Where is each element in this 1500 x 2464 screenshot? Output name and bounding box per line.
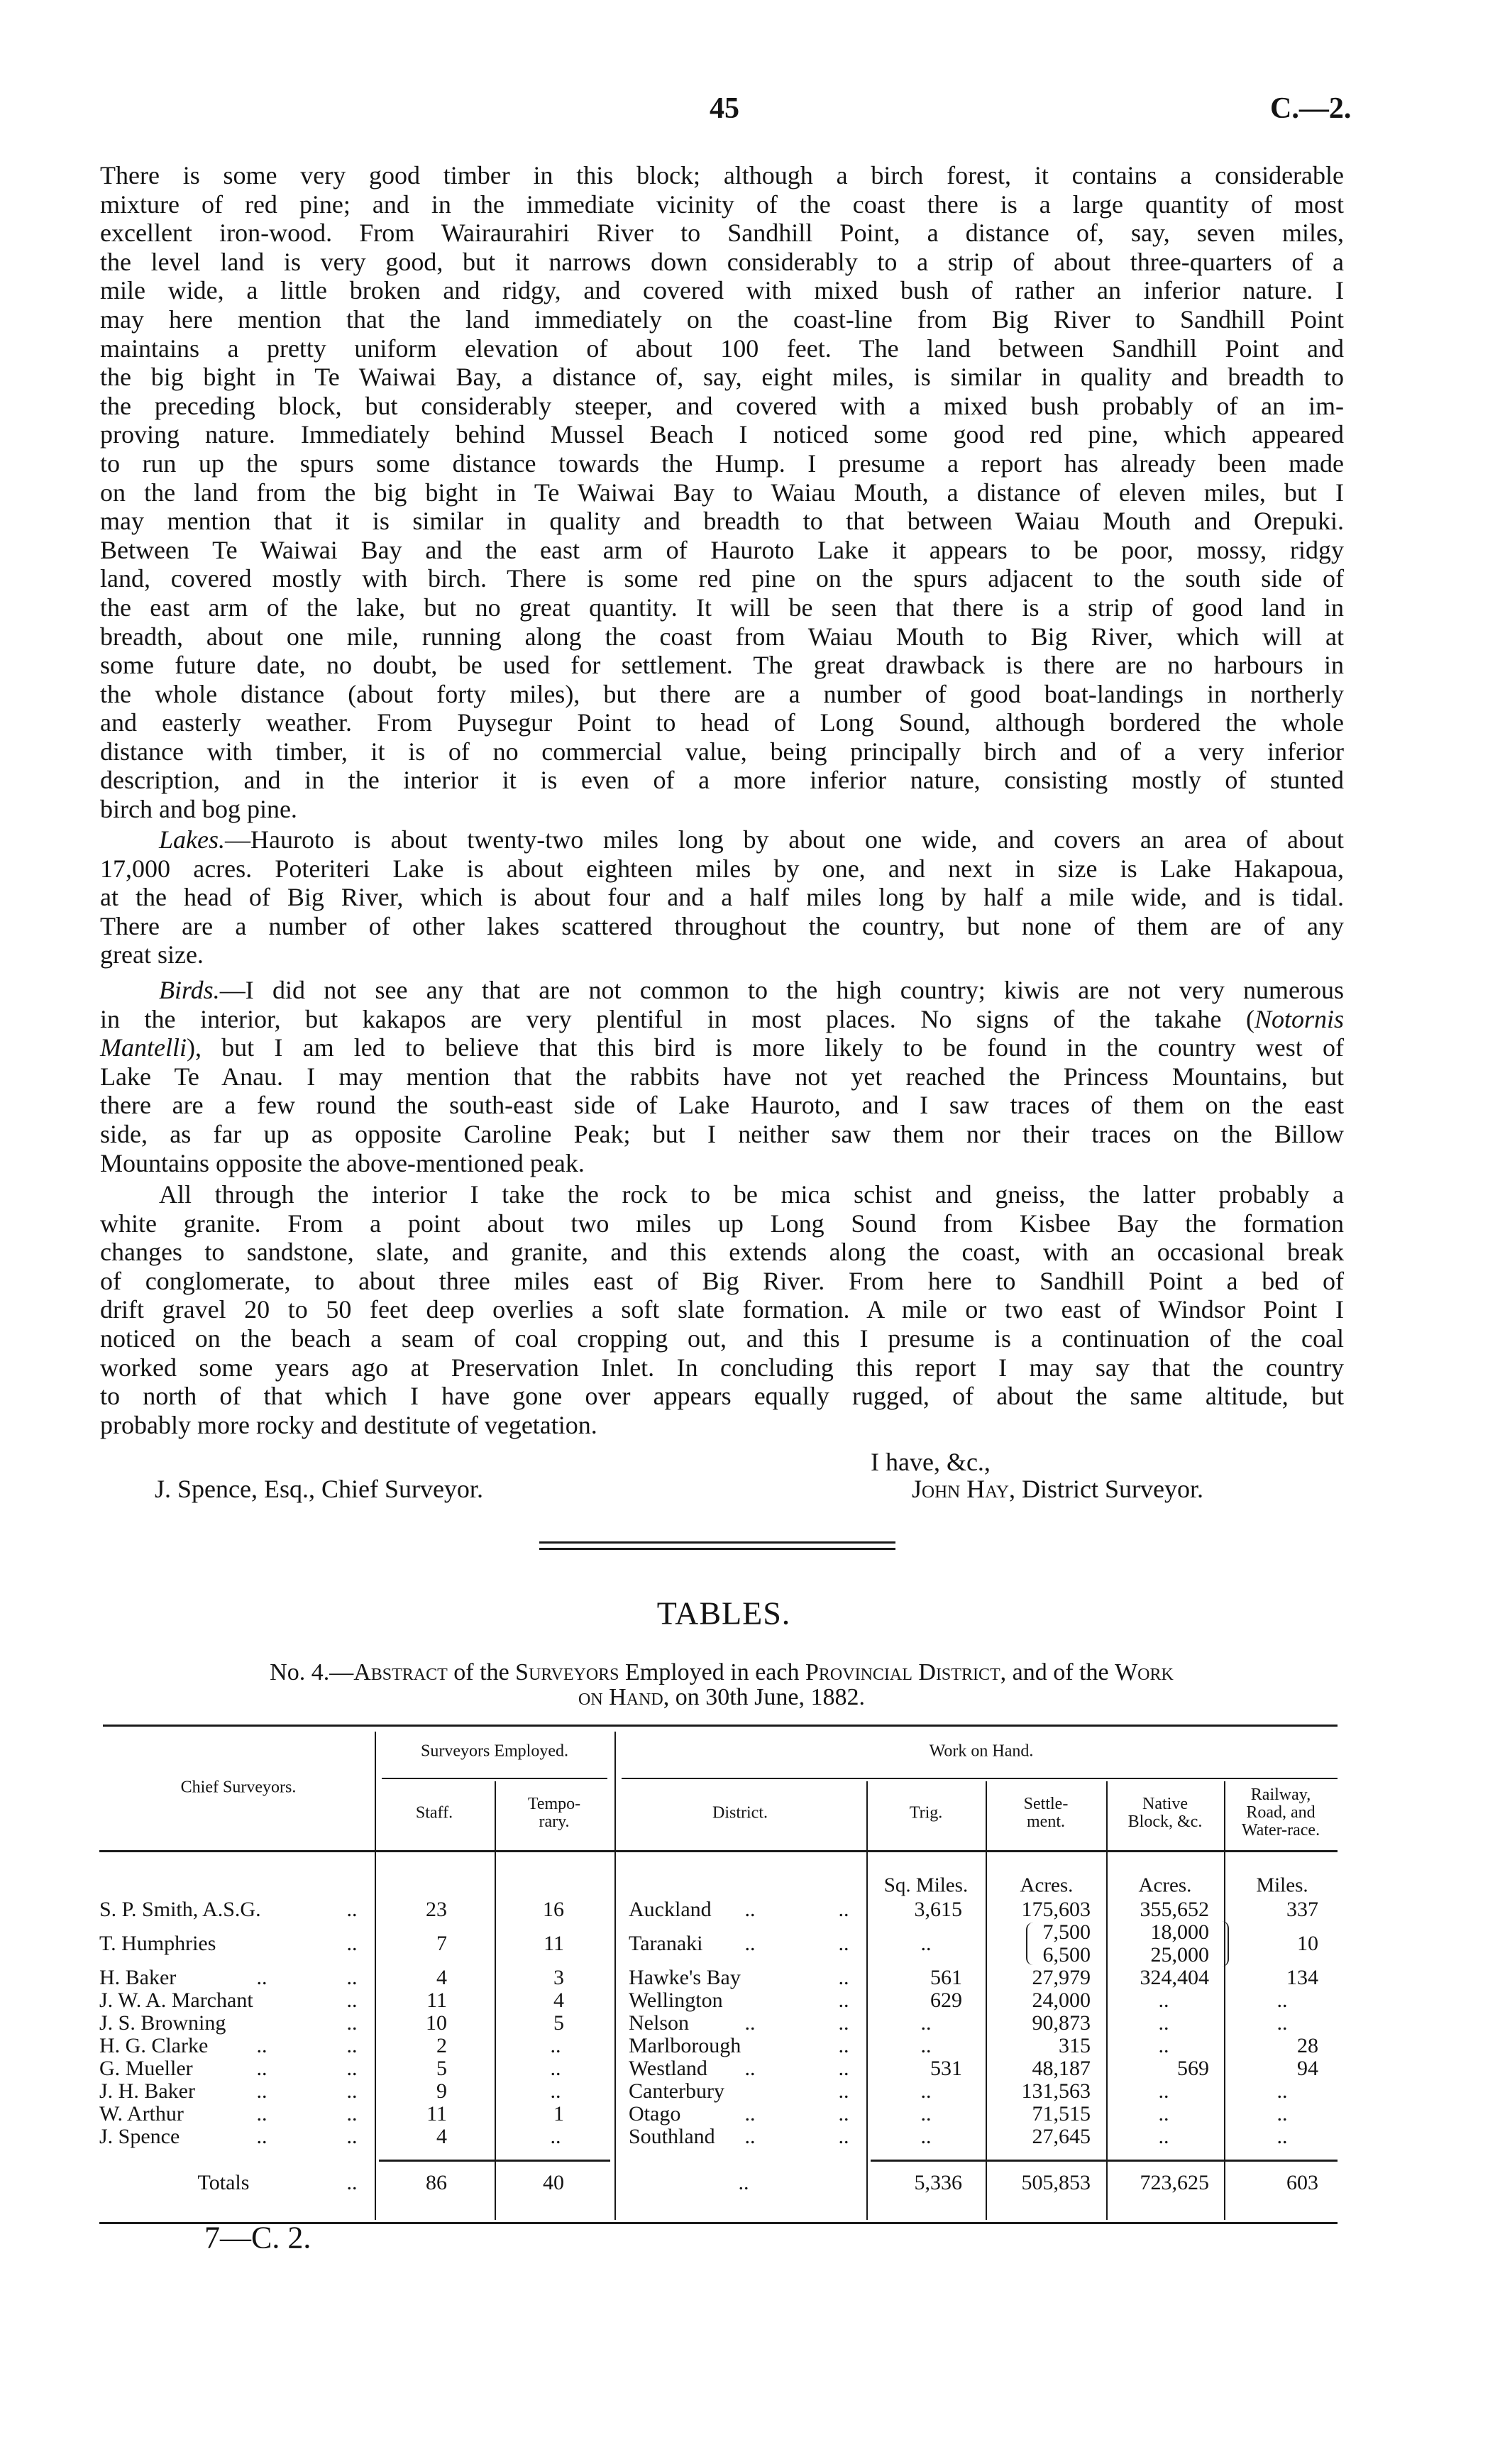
leader-dots: ..	[838, 2034, 849, 2057]
settlement-cell: 48,187	[1032, 2057, 1091, 2080]
trig-cell: ..	[920, 1932, 932, 1955]
document-reference: C.—2.	[1270, 92, 1352, 125]
leader-dots: ..	[346, 2011, 358, 2035]
leader-dots: ..	[256, 2079, 268, 2103]
trig-cell: ..	[920, 2079, 932, 2103]
text-line: changes to sandstone, slate, and granite, and this extends along the coast, with an occasional break	[100, 1238, 1344, 1267]
text-line: land, covered mostly with birch. There is some red pine on the spurs adjacent to the south side of	[100, 564, 1344, 593]
addressee: J. Spence, Esq., Chief Surveyor.	[155, 1475, 483, 1503]
native-cell: 355,652	[1140, 1898, 1209, 1921]
small-caps-text: Provincial District	[805, 1659, 1000, 1685]
text-line: the east arm of the lake, but no great quantity. It will be seen that there is a strip of good land in	[100, 593, 1344, 622]
settlement-cell: 131,563	[1021, 2079, 1091, 2103]
right-brace-icon	[1222, 1921, 1229, 1967]
leader-dots: ..	[346, 2125, 358, 2148]
staff-cell: 5	[436, 2057, 447, 2080]
leader-dots: ..	[744, 1932, 756, 1955]
text-line: probably more rocky and destitute of vegetation.	[100, 1410, 597, 1439]
leader-dots: ..	[346, 1989, 358, 2012]
text-run: , and of the	[1000, 1659, 1115, 1685]
staff-cell: 9	[436, 2079, 447, 2103]
unit-native: Acres.	[1138, 1874, 1192, 1897]
trig-cell: ..	[920, 2125, 932, 2148]
leader-dots: ..	[346, 1898, 358, 1921]
left-brace-icon	[1026, 1923, 1033, 1965]
district-name: Nelson	[629, 2011, 689, 2035]
header-temporary: Tempo- rary.	[527, 1794, 581, 1831]
small-caps-text: on Hand	[578, 1684, 663, 1710]
railway-cell: 337	[1286, 1898, 1318, 1921]
staff-cell: 4	[436, 1966, 447, 1989]
railway-cell: ..	[1276, 1989, 1288, 2012]
staff-cell: 4	[436, 2125, 447, 2148]
railway-cell: 94	[1297, 2057, 1318, 2080]
leader-dots: ..	[346, 2034, 358, 2057]
leader-dots: ..	[256, 2057, 268, 2080]
native-cell: 18,000	[1150, 1920, 1209, 1944]
text-line: Between Te Waiwai Bay and the east arm of Hauroto Lake it appears to be poor, mossy, ridgy	[100, 535, 1344, 564]
leader-dots: ..	[256, 2102, 268, 2125]
district-name: Otago	[629, 2102, 681, 2125]
temporary-cell: 5	[553, 2011, 564, 2035]
surveyor-name: G. Mueller	[99, 2057, 193, 2080]
leader-dots: ..	[838, 2057, 849, 2080]
column-divider	[986, 1781, 987, 2220]
text-run: of the	[447, 1659, 516, 1685]
leader-dots: ..	[744, 2011, 756, 2035]
leader-dots: ..	[838, 1932, 849, 1955]
column-divider	[495, 1781, 496, 2220]
staff-cell: 11	[426, 2102, 447, 2125]
railway-cell: ..	[1276, 2125, 1288, 2148]
settlement-cell: 505,853	[1021, 2171, 1091, 2194]
column-divider	[614, 1732, 616, 2220]
header-work-on-hand: Work on Hand.	[929, 1742, 1034, 1761]
header-settlement: Settle- ment.	[1023, 1794, 1069, 1831]
header-chief-surveyors: Chief Surveyors.	[180, 1778, 297, 1797]
railway-cell: ..	[1276, 2079, 1288, 2103]
text-line: excellent iron-wood. From Wairaurahiri River to Sandhill Point, a distance of, say, seven miles,	[100, 219, 1344, 248]
small-caps-text: Work	[1115, 1659, 1174, 1685]
surveyor-name: J. H. Baker	[99, 2079, 195, 2103]
native-cell: ..	[1158, 2079, 1169, 2103]
text-line: of conglomerate, to about three miles east of Big River. From here to Sandhill Point a bed of	[100, 1266, 1344, 1295]
leader-dots: ..	[346, 1932, 358, 1955]
text-line: to run up the spurs some distance towards the Hump. I presume a report has already been made	[100, 449, 1344, 478]
column-divider	[866, 1781, 868, 2220]
staff-cell: 86	[426, 2171, 447, 2194]
text-line: noticed on the beach a seam of coal cropping out, and this I presume is a continuation of the coal	[100, 1324, 1344, 1353]
temporary-cell: 16	[543, 1898, 564, 1921]
district-name: Hawke's Bay	[629, 1966, 741, 1989]
temporary-cell: ..	[550, 2034, 561, 2057]
trig-cell: 531	[930, 2057, 962, 2080]
native-cell: 723,625	[1140, 2171, 1209, 2194]
temporary-cell: ..	[550, 2125, 561, 2148]
native-cell: ..	[1158, 1989, 1169, 2012]
text-line: the level land is very good, but it narrows down considerably to a strip of about three-quarters of a	[100, 247, 1344, 276]
temporary-cell: 40	[543, 2171, 564, 2194]
text-line: may here mention that the land immediately on the coast-line from Big River to Sandhill Point	[100, 304, 1344, 334]
text-line: Mountains opposite the above-mentioned peak.	[100, 1148, 585, 1177]
temporary-cell: 3	[553, 1966, 564, 1989]
text-line: white granite. From a point about two miles up Long Sound from Kisbee Bay the formation	[100, 1209, 1344, 1238]
text-line: side, as far up as opposite Caroline Peak; but I neither saw them nor their traces on the Billow	[100, 1119, 1344, 1148]
surveyor-name: J. S. Browning	[99, 2011, 226, 2035]
native-cell: 324,404	[1140, 1966, 1209, 1989]
native-cell: ..	[1158, 2125, 1169, 2148]
signature-mark: 7—C. 2.	[204, 2220, 311, 2255]
author-title: , District Surveyor.	[1008, 1475, 1203, 1503]
text-run: , on 30th June, 1882.	[663, 1684, 865, 1710]
text-run: ), but I am led to believe that this bird is more likely to be found in the country west of	[186, 1033, 1344, 1062]
surveyor-name: T. Humphries	[99, 1932, 216, 1955]
temporary-cell: 4	[553, 1989, 564, 2012]
native-cell: ..	[1158, 2034, 1169, 2057]
trig-cell: ..	[920, 2102, 932, 2125]
railway-cell: 603	[1286, 2171, 1318, 2194]
native-cell: ..	[1158, 2011, 1169, 2035]
text-line: proving nature. Immediately behind Mussel Beach I noticed some good red pine, which appeared	[100, 420, 1344, 449]
leader-dots: ..	[838, 2102, 849, 2125]
closing-line: I have, &c.,	[871, 1448, 991, 1476]
temporary-cell: 1	[553, 2102, 564, 2125]
leader-dots: ..	[838, 1966, 849, 1989]
italic-text: Mantelli	[100, 1033, 187, 1062]
railway-cell: 10	[1297, 1932, 1318, 1955]
leader-dots: ..	[838, 2011, 849, 2035]
author-name: John Hay	[912, 1475, 1009, 1503]
text-line: the whole distance (about forty miles), but there are a number of good boat-landings in northerly	[100, 679, 1344, 708]
text-run: —Hauroto is about twenty-two miles long by about one wide, and covers an area of about	[225, 825, 1344, 854]
header-staff: Staff.	[415, 1803, 453, 1822]
header-surveyors-employed: Surveyors Employed.	[421, 1742, 568, 1761]
text-line: birch and bog pine.	[100, 795, 297, 824]
text-line: Lake Te Anau. I may mention that the rabbits have not yet reached the Princess Mountains, but	[100, 1062, 1344, 1091]
leader-dots: ..	[346, 1966, 358, 1989]
settlement-cell: 315	[1059, 2034, 1091, 2057]
unit-trig: Sq. Miles.	[883, 1874, 969, 1897]
column-divider	[375, 1732, 376, 2220]
italic-text: Lakes.	[159, 825, 225, 854]
trig-cell: ..	[920, 2034, 932, 2057]
leader-dots: ..	[256, 2034, 268, 2057]
staff-cell: 7	[436, 1932, 447, 1955]
small-caps-text: Abstract	[353, 1659, 448, 1685]
railway-cell: 134	[1286, 1966, 1318, 1989]
staff-cell: 10	[426, 2011, 447, 2035]
railway-cell: 28	[1297, 2034, 1318, 2057]
staff-cell: 23	[426, 1898, 447, 1921]
leader-dots: ..	[744, 1898, 756, 1921]
page-number: 45	[710, 92, 739, 125]
district-name: Southland	[629, 2125, 715, 2148]
leader-dots: ..	[744, 2102, 756, 2125]
trig-cell: 629	[930, 1989, 962, 2012]
text-line: great size.	[100, 940, 204, 969]
district-name: Marlborough	[629, 2034, 741, 2057]
table-top-rule	[103, 1725, 1338, 1727]
text-line: drift gravel 20 to 50 feet deep overlies a soft slate formation. A mile or two east of Windsor Point I	[100, 1295, 1344, 1324]
surveyor-name: H. Baker	[99, 1966, 177, 1989]
text-line: All through the interior I take the rock to be mica schist and gneiss, the latter probably a	[159, 1180, 1344, 1209]
text-line: There are a number of other lakes scattered throughout the country, but none of them are of any	[100, 911, 1344, 940]
district-name: Wellington	[629, 1989, 723, 2012]
leader-dots: ..	[346, 2079, 358, 2103]
text-line: There is some very good timber in this block; although a birch forest, it contains a considerable	[100, 161, 1344, 189]
leader-dots: ..	[838, 2079, 849, 2103]
leader-dots: ..	[838, 2125, 849, 2148]
text-line: description, and in the interior it is even of a more inferior nature, consisting mostly of stunted	[100, 766, 1344, 795]
leader-dots: ..	[346, 2171, 358, 2194]
district-name: Auckland	[629, 1898, 712, 1921]
district-name: Westland	[629, 2057, 707, 2080]
header-railway: Railway, Road, and Water-race.	[1241, 1786, 1320, 1840]
column-divider	[1224, 1781, 1225, 2220]
settlement-cell: 7,500	[1042, 1920, 1091, 1944]
text-run: Employed in each	[619, 1659, 805, 1685]
leader-dots: ..	[256, 1966, 268, 1989]
district-cell: ..	[738, 2171, 749, 2194]
text-line: on the land from the big bight in Te Waiwai Bay to Waiau Mouth, a distance of eleven miles, but I	[100, 478, 1344, 507]
surveyor-name: W. Arthur	[99, 2102, 184, 2125]
totals-rule-work	[871, 2160, 1338, 2162]
text-run: No. 4.—	[270, 1659, 354, 1685]
header-trig: Trig.	[909, 1803, 943, 1822]
surveyors-subheader-rule	[382, 1778, 607, 1779]
text-line: to north of that which I have gone over appears equally rugged, of about the same altitude, but	[100, 1382, 1344, 1411]
temporary-cell: 11	[544, 1932, 564, 1955]
settlement-cell: 175,603	[1021, 1898, 1091, 1921]
text-line: mile wide, a little broken and ridgy, and covered with mixed bush of rather an inferior nature. I	[100, 276, 1344, 305]
leader-dots: ..	[346, 2057, 358, 2080]
italic-text: Birds.	[159, 976, 220, 1004]
text-line: some future date, no doubt, be used for settlement. The great drawback is there are no harbours in	[100, 651, 1344, 680]
text-run: in the interior, but kakapos are very plentiful in most places. No signs of the takahe (	[100, 1004, 1254, 1033]
column-divider	[1106, 1781, 1108, 2220]
temporary-cell: ..	[550, 2079, 561, 2103]
settlement-cell: 27,645	[1032, 2125, 1091, 2148]
surveyor-name: H. G. Clarke	[99, 2034, 209, 2057]
railway-cell: ..	[1276, 2102, 1288, 2125]
work-subheader-rule	[622, 1778, 1338, 1779]
text-line: breadth, about one mile, running along the coast from Waiau Mouth to Big River, which will at	[100, 622, 1344, 651]
settlement-cell: 6,500	[1042, 1943, 1091, 1967]
leader-dots: ..	[838, 1898, 849, 1921]
native-cell: 569	[1177, 2057, 1209, 2080]
text-line: worked some years ago at Preservation Inlet. In concluding this report I may say that the country	[100, 1353, 1344, 1382]
leader-dots: ..	[744, 2057, 756, 2080]
unit-railway: Miles.	[1256, 1874, 1308, 1897]
text-line: 17,000 acres. Poteriteri Lake is about eighteen miles by one, and next in size is Lake Hakapoua,	[100, 854, 1344, 883]
header-bottom-rule	[99, 1850, 1338, 1852]
text-line: and easterly weather. From Puysegur Point to head of Long Sound, although bordered the whole	[100, 708, 1344, 737]
district-name: Taranaki	[629, 1932, 703, 1955]
native-cell: ..	[1158, 2102, 1169, 2125]
staff-cell: 11	[426, 1989, 447, 2012]
leader-dots: ..	[346, 2102, 358, 2125]
text-line: there are a few round the south-east side of Lake Hauroto, and I saw traces of them on the east	[100, 1091, 1344, 1120]
surveyor-name: J. Spence	[99, 2125, 180, 2148]
trig-cell: 561	[930, 1966, 962, 1989]
trig-cell: 3,615	[914, 1898, 962, 1921]
settlement-cell: 24,000	[1032, 1989, 1091, 2012]
settlement-cell: 71,515	[1032, 2102, 1091, 2125]
text-line: maintains a pretty uniform elevation of about 100 feet. The land between Sandhill Point and	[100, 334, 1344, 363]
native-cell: 25,000	[1150, 1943, 1209, 1967]
temporary-cell: ..	[550, 2057, 561, 2080]
surveyor-name: J. W. A. Marchant	[99, 1989, 253, 2012]
trig-cell: 5,336	[914, 2171, 962, 2194]
header-native-block: Native Block, &c.	[1127, 1794, 1203, 1831]
italic-text: Notornis	[1254, 1004, 1344, 1033]
trig-cell: ..	[920, 2011, 932, 2035]
district-name: Canterbury	[629, 2079, 724, 2103]
settlement-cell: 27,979	[1032, 1966, 1091, 1989]
text-line: at the head of Big River, which is about four and a half miles long by half a mile wide, and is tidal.	[100, 883, 1344, 912]
staff-cell: 2	[436, 2034, 447, 2057]
leader-dots: ..	[744, 2125, 756, 2148]
totals-label: Totals	[197, 2171, 250, 2194]
text-line: mixture of red pine; and in the immediate vicinity of the coast there is a large quantity of most	[100, 189, 1344, 219]
text-line: the preceding block, but considerably steeper, and covered with a mixed bush probably of an im-	[100, 391, 1344, 420]
surveyor-name: S. P. Smith, A.S.G.	[99, 1898, 261, 1921]
leader-dots: ..	[256, 2125, 268, 2148]
tables-heading: TABLES.	[656, 1595, 791, 1632]
small-caps-text: Surveyors	[515, 1659, 619, 1685]
settlement-cell: 90,873	[1032, 2011, 1091, 2035]
header-district: District.	[712, 1803, 768, 1822]
railway-cell: ..	[1276, 2011, 1288, 2035]
text-line: the big bight in Te Waiwai Bay, a distance of, say, eight miles, is similar in quality and breadth to	[100, 363, 1344, 392]
text-run: —I did not see any that are not common to the high country; kiwis are not very numerous	[219, 976, 1344, 1004]
unit-settlement: Acres.	[1020, 1874, 1074, 1897]
leader-dots: ..	[838, 1989, 849, 2012]
text-line: distance with timber, it is of no commercial value, being principally birch and of a very inferior	[100, 737, 1344, 766]
text-line: may mention that it is similar in quality and breadth to that between Waiau Mouth and Orepuki.	[100, 507, 1344, 536]
